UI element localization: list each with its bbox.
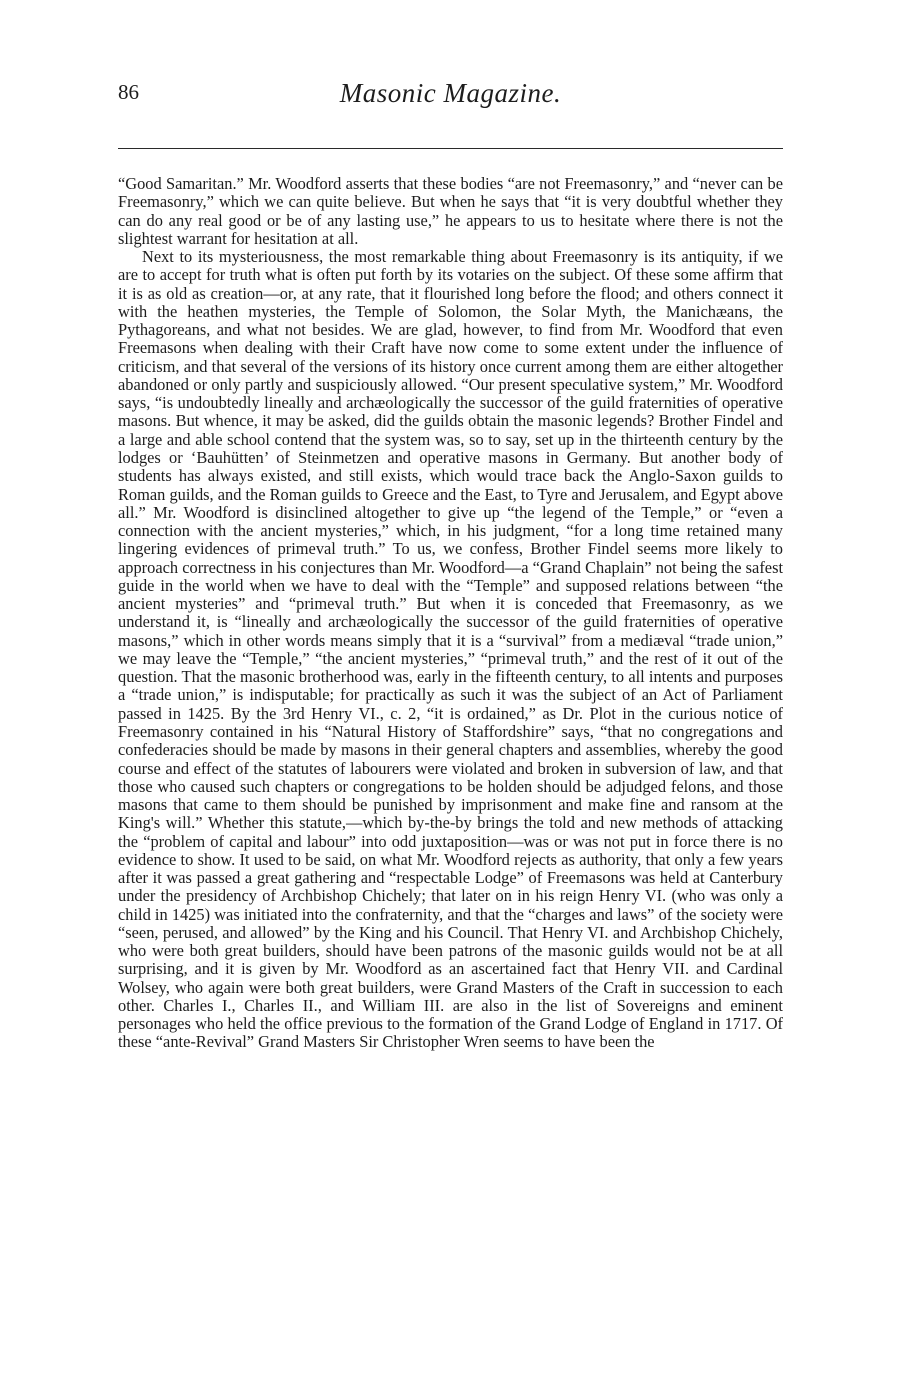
page-number: 86 [118, 80, 139, 104]
header-rule [118, 148, 783, 149]
running-title: Masonic Magazine. [339, 78, 562, 108]
article-body [118, 175, 783, 1052]
paragraph: Next to its mysteriousness, the most remarkable thing about Freemasonry is its antiquity, if we are to accept for truth what is often put forth by its votaries on the subject. Of these some affirm that it is as old as creation—or, at any rate, that it flourished long before the flood; and others connect it with the heathen mysteries, the Temple of Solomon, the Solar Myth, the Manichæans, the Pythagoreans, and what not besides. We are glad, however, to find from Mr. Woodford that even Freemasons when dealing with their Craft have now come to some extent under the influence of criticism, and that several of the versions of its history once current among them are either altogether abandoned or only partly and suspiciously allowed. “Our present speculative system,” Mr. Woodford says, “is undoubtedly lineally and archæologically the successor of the guild fraternities of operative masons. But whence, it may be asked, did the guilds obtain the masonic legends? Brother Findel and a large and able school contend that the system was, so to say, set up in the thirteenth century by the lodges or ‘Bauhütten’ of Steinmetzen and operative masons in Germany. But another body of students has always existed, and still exists, which would trace back the Anglo-Saxon guilds to Roman guilds, and the Roman guilds to Greece and the East, to Tyre and Jerusalem, and Egypt above all.” Mr. Woodford is disinclined altogether to give up “the legend of the Temple,” or “even a connection with the ancient mysteries,” which, in his judgment, “for a long time retained many lingering evidences of primeval truth.” To us, we confess, Brother Findel seems more likely to approach correctness in his conjectures than Mr. Woodford—a “Grand Chaplain” not being the safest guide in the world when we have to deal with the “Temple” and supposed relations between “the ancient mysteries” and “primeval truth.” But when it is conceded that Freemasonry, as we understand it, is “lineally and archæologically the successor of the guild fraternities of operative masons,” which in other words means simply that it is a “survival” from a mediæval “trade union,” we may leave the “Temple,” “the ancient mysteries,” “primeval truth,” and the rest of it out of the question. That the masonic brotherhood was, early in the fifteenth century, to all intents and purposes a “trade union,” is indisputable; for practically as such it was the subject of an Act of Parliament passed in 1425. By the 3rd Henry VI., c. 2, “it is ordained,” as Dr. Plot in the curious notice of Freemasonry contained in his “Natural History of Staffordshire” says, “that no congregations and confederacies should be made by masons in their general chapters and assemblies, whereby the good course and effect of the statutes of labourers were violated and broken in subversion of law, and that those who caused such chapters or congregations to be holden should be adjudged felons, and those masons that came to them should be punished by imprisonment and make fine and ransom at the King's will.” Whether this statute,—which by-the-by brings the told and new methods of attacking the “problem of capital and labour” into odd juxtaposition—was or was not put in force there is no evidence to show. It used to be said, on what Mr. Woodford rejects as authority, that only a few years after it was passed a great gathering and “respectable Lodge” of Freemasons was held at Canterbury under the presidency of Archbishop Chichely; that later on in his reign Henry VI. (who was only a child in 1425) was initiated into the confraternity, and that the “charges and laws” of the society were “seen, perused, and allowed” by the King and his Council. That Henry VI. and Archbishop Chichely, who were both great builders, should have been patrons of the masonic guilds would not be at all surprising, and it is given by Mr. Woodford as an ascertained fact that Henry VII. and Cardinal Wolsey, who again were both great builders, were Grand Masters of the Craft in succession to each other. Charles I., Charles II., and William III. are also in the list of Sovereigns and eminent personages who held the office previous to the formation of the Grand Lodge of England in 1717. Of these “ante-Revival” Grand Masters Sir Christopher Wren seems to have been the [118, 247, 783, 1052]
paragraph: “Good Samaritan.” Mr. Woodford asserts that these bodies “are not Freemasonry,” and “never can be Freemasonry,” which we can quite believe. But when he says that “it is very doubtful whether they can do any real good or be of any lasting use,” he appears to us to hesitate where there is not the slightest warrant for hesitation at all. [118, 174, 783, 248]
page-header [118, 76, 783, 116]
